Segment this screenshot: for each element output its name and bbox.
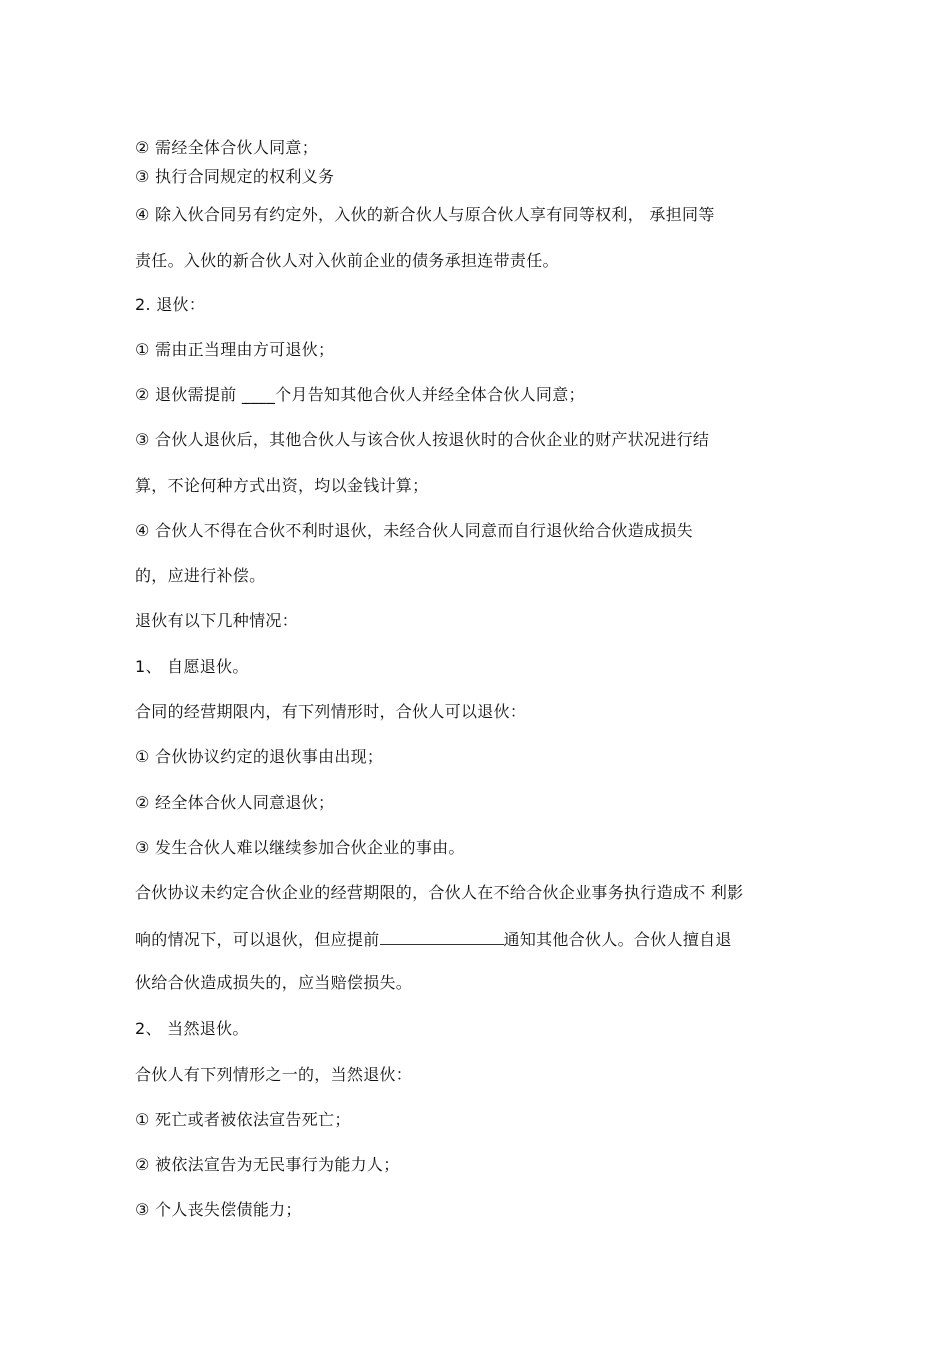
clause-joint-liability: 责任。入伙的新合伙人对入伙前企业的债务承担连带责任。	[135, 251, 559, 270]
clause-advance-notice	[135, 385, 585, 405]
clause-settlement-cont: 算，不论何种方式出资，均以金钱计算；	[135, 476, 429, 495]
automatic-item-3: ③ 个人丧失偿债能力；	[135, 1200, 302, 1219]
heading-automatic-withdrawal: 2、 当然退伙。	[135, 1019, 249, 1038]
voluntary-item-3: ③ 发生合伙人难以继续参加合伙企业的事由。	[135, 838, 465, 857]
voluntary-item-1: ① 合伙协议约定的退伙事由出现；	[135, 747, 384, 766]
clause-justified-reason: ① 需由正当理由方可退伙；	[135, 340, 335, 359]
voluntary-intro: 合同的经营期限内，有下列情形时，合伙人可以退伙：	[135, 702, 527, 721]
no-term-before: 响的情况下，可以退伙，但应提前	[135, 930, 380, 949]
notice-months-blank: ____	[241, 385, 276, 404]
clause-advance-notice-after: 个月告知其他合伙人并经全体合伙人同意；	[275, 385, 585, 404]
no-term-clause-cont	[135, 928, 732, 950]
clause-equal-rights: ④ 除入伙合同另有约定外，入伙的新合伙人与原合伙人享有同等权利， 承担同等	[135, 205, 715, 224]
section-heading-withdrawal: 2. 退伙：	[135, 295, 206, 314]
notice-period-blank	[380, 928, 504, 945]
no-term-clause: 合伙协议未约定合伙企业的经营期限的，合伙人在不给合伙企业事务执行造成不 利影	[135, 883, 744, 902]
clause-no-withdrawal-unfavorable: ④ 合伙人不得在合伙不利时退伙，未经合伙人同意而自行退伙给合伙造成损失	[135, 521, 693, 540]
no-term-clause-end: 伙给合伙造成损失的，应当赔偿损失。	[135, 973, 413, 992]
no-term-after: 通知其他合伙人。合伙人擅自退	[503, 930, 732, 949]
clause-advance-notice-before: ② 退伙需提前	[135, 385, 242, 404]
voluntary-item-2: ② 经全体合伙人同意退伙；	[135, 793, 335, 812]
automatic-item-2: ② 被依法宣告为无民事行为能力人；	[135, 1155, 400, 1174]
withdrawal-types-intro: 退伙有以下几种情况：	[135, 611, 299, 630]
clause-compensation: 的，应进行补偿。	[135, 566, 266, 585]
clause-execute-contract: ③ 执行合同规定的权利义务	[135, 167, 335, 186]
heading-voluntary-withdrawal: 1、 自愿退伙。	[135, 657, 249, 676]
clause-settlement: ③ 合伙人退伙后，其他合伙人与该合伙人按退伙时的合伙企业的财产状况进行结	[135, 430, 710, 449]
automatic-intro: 合伙人有下列情形之一的，当然退伙：	[135, 1065, 413, 1084]
automatic-item-1: ① 死亡或者被依法宣告死亡；	[135, 1110, 351, 1129]
clause-consent-all-partners: ② 需经全体合伙人同意；	[135, 138, 319, 157]
